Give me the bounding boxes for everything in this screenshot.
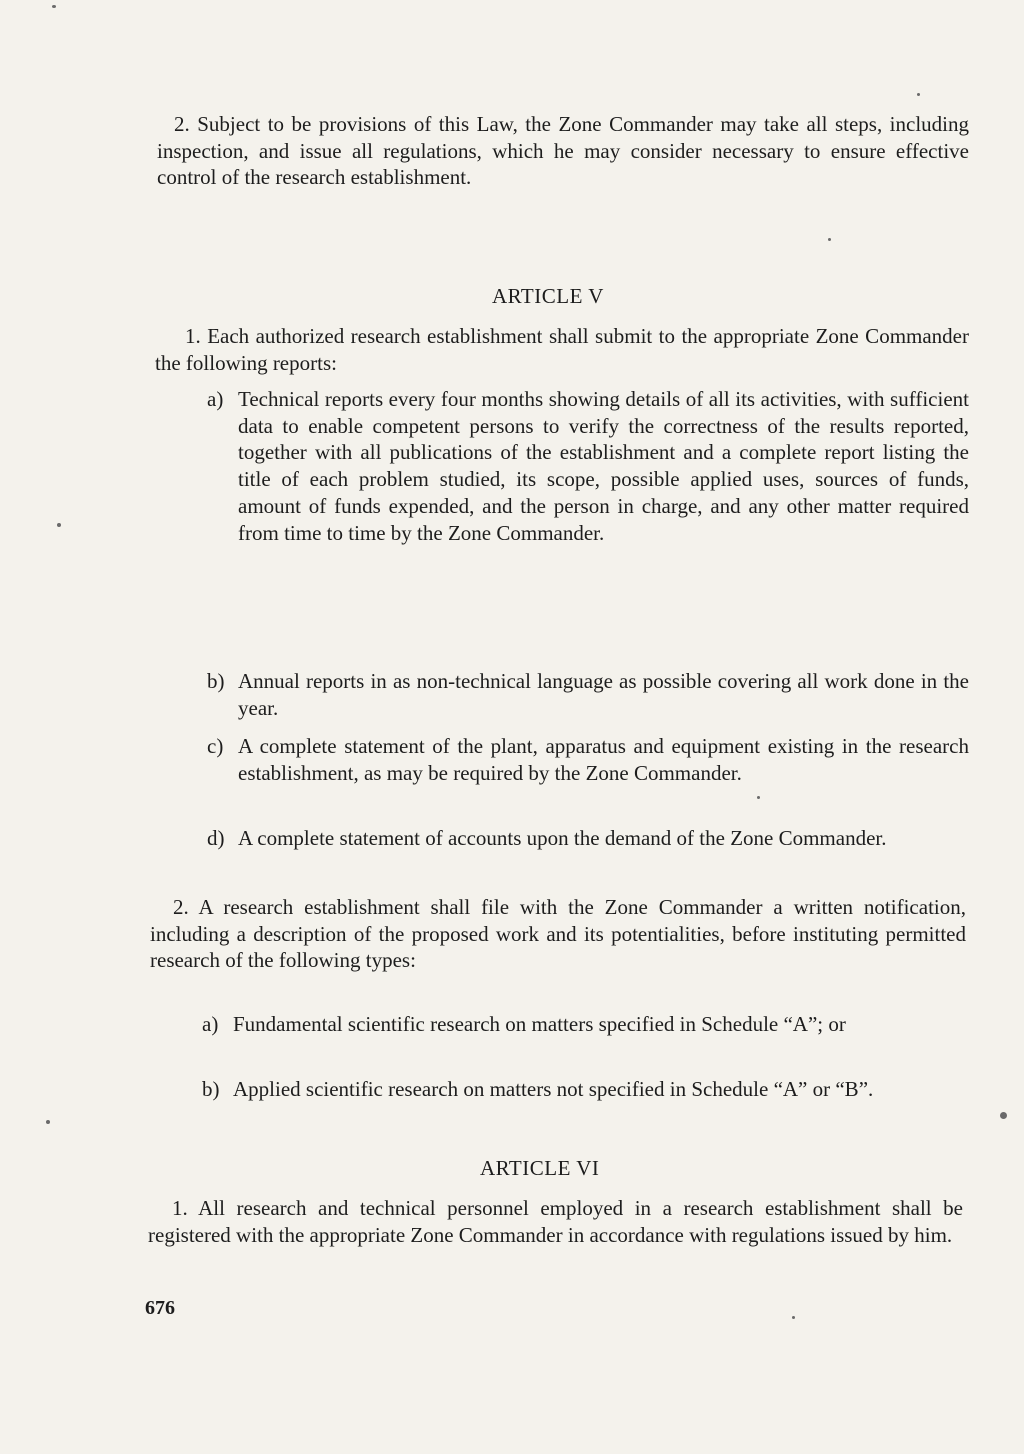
article-vi-paragraph-1: 1. All research and technical personnel employed in a research establishment shall be registered with the appropriate Zone Commander in accordance with regulations issued by him. [148, 1196, 963, 1247]
scan-speck [757, 796, 760, 799]
item-text: A complete statement of accounts upon the demand of the Zone Commander. [238, 826, 887, 850]
article-v-paragraph-1: 1. Each authorized research establishment shall submit to the appropriate Zone Commander the following reports: [155, 324, 969, 375]
item-marker: d) [207, 826, 225, 850]
page-number: 676 [145, 1297, 175, 1319]
research-item-b [202, 1076, 964, 1103]
report-item-a [207, 386, 969, 546]
scan-speck [52, 5, 56, 8]
paragraph-section-2: 2. Subject to be provisions of this Law, the Zone Commander may take all steps, including inspection, and issue all regulations, which he may consider necessary to ensure effective control of the research establishment. [157, 112, 969, 190]
item-text: Annual reports in as non-technical language as possible covering all work done in the year. [238, 669, 969, 720]
scan-speck [792, 1316, 795, 1319]
article-v-paragraph-2: 2. A research establishment shall file with the Zone Commander a written notification, including a description of the proposed work and its potentialities, before instituting permitted research of the following types: [150, 895, 966, 973]
item-text: Technical reports every four months showing details of all its activities, with sufficient data to enable competent persons to verify the correctness of the results reported, together with all publications of the establishment and a complete report listing the title of each problem studied, its scope, possible applied uses, sources of funds, amount of funds expended, and the person in charge, and any other matter required from time to time by the Zone Commander. [238, 387, 969, 545]
report-item-c [207, 733, 969, 786]
scan-speck [1000, 1112, 1007, 1119]
item-marker: c) [207, 734, 224, 758]
item-marker: b) [207, 669, 225, 693]
research-item-a [202, 1011, 964, 1038]
item-marker: a) [207, 387, 224, 411]
report-item-d [207, 825, 969, 852]
item-marker: b) [202, 1077, 220, 1101]
scan-speck [917, 93, 920, 96]
article-vi-heading: ARTICLE VI [480, 1156, 600, 1180]
item-text: Applied scientific research on matters not specified in Schedule “A” or “B”. [233, 1077, 874, 1101]
scan-speck [57, 523, 61, 527]
scan-speck [828, 238, 831, 241]
report-item-b [207, 668, 969, 721]
item-text: A complete statement of the plant, apparatus and equipment existing in the research establishment, as may be required by the Zone Commander. [238, 734, 969, 785]
item-marker: a) [202, 1012, 219, 1036]
scan-speck [46, 1120, 50, 1124]
item-text: Fundamental scientific research on matters specified in Schedule “A”; or [233, 1012, 846, 1036]
article-v-heading: ARTICLE V [492, 284, 604, 308]
